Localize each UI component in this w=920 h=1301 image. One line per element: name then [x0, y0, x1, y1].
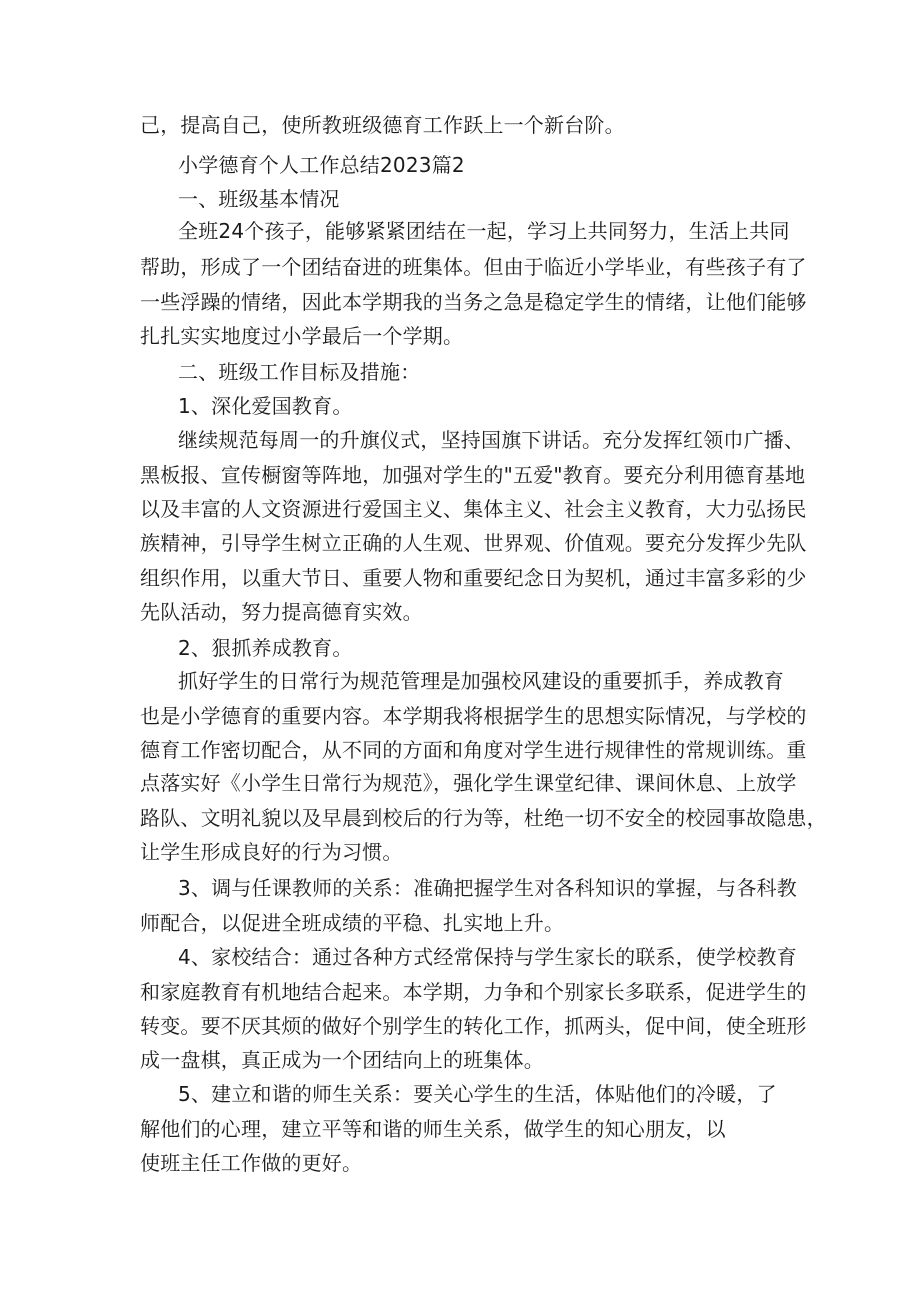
paragraph-line: 5、建立和谐的师生关系：要关心学生的生活，体贴他们的冷暖，了: [178, 1082, 777, 1106]
paragraph-line: 帮助，形成了一个团结奋进的班集体。但由于临近小学毕业，有些孩子有了: [140, 255, 807, 279]
paragraph-line: 点落实好《小学生日常行为规范》，强化学生课堂纪律、课间休息、上放学: [140, 771, 797, 795]
paragraph-line: 先队活动，努力提高德育实效。: [140, 600, 423, 624]
paragraph-line: 黑板报、宣传橱窗等阵地，加强对学生的"五爱"教育。要充分利用德育基地: [140, 463, 806, 487]
paragraph-line: 抓好学生的日常行为规范管理是加强校风建设的重要抓手，养成教育: [178, 669, 784, 693]
section-title: 小学德育个人工作总结2023篇2: [178, 153, 465, 177]
subheading-habit-education: 2、狠抓养成教育。: [178, 636, 353, 660]
paragraph-line: 全班24个孩子，能够紧紧团结在一起，学习上共同努力，生活上共同: [178, 219, 790, 243]
paragraph-line: 以及丰富的人文资源进行爱国主义、集体主义、社会主义教育，大力弘扬民: [140, 497, 807, 521]
paragraph-line: 转变。要不厌其烦的做好个别学生的转化工作，抓两头，促中间，使全班形: [140, 1014, 807, 1038]
paragraph-line: 族精神，引导学生树立正确的人生观、世界观、价值观。要充分发挥少先队: [140, 531, 807, 555]
paragraph-line: 己，提高自己，使所教班级德育工作跃上一个新台阶。: [140, 113, 625, 137]
paragraph-line: 让学生形成良好的行为习惯。: [140, 840, 403, 864]
paragraph-line: 德育工作密切配合，从不同的方面和角度对学生进行规律性的常规训练。重: [140, 738, 807, 762]
subheading-patriotic-education: 1、深化爱国教育。: [178, 394, 353, 418]
paragraph-line: 师配合，以促进全班成绩的平稳、扎实地上升。: [140, 911, 565, 935]
paragraph-line: 3、调与任课教师的关系：准确把握学生对各科知识的掌握，与各科教: [178, 876, 797, 900]
paragraph-line: 成一盘棋，真正成为一个团结向上的班集体。: [140, 1048, 544, 1072]
paragraph-line: 扎扎实实地度过小学最后一个学期。: [140, 324, 464, 348]
paragraph-line: 使班主任工作做的更好。: [140, 1151, 363, 1175]
paragraph-line: 解他们的心理，建立平等和谐的师生关系，做学生的知心朋友，以: [140, 1117, 726, 1141]
paragraph-line: 也是小学德育的重要内容。本学期我将根据学生的思想实际情况，与学校的: [140, 704, 807, 728]
paragraph-line: 组织作用，以重大节日、重要人物和重要纪念日为契机，通过丰富多彩的少: [140, 566, 807, 590]
heading-class-overview: 一、班级基本情况: [178, 187, 340, 211]
heading-goals-measures: 二、班级工作目标及措施：: [178, 360, 421, 384]
paragraph-line: 继续规范每周一的升旗仪式，坚持国旗下讲话。充分发挥红领巾广播、: [178, 428, 805, 452]
paragraph-line: 一些浮躁的情绪，因此本学期我的当务之急是稳定学生的情绪，让他们能够: [140, 290, 807, 314]
paragraph-line: 和家庭教育有机地结合起来。本学期，力争和个别家长多联系，促进学生的: [140, 980, 807, 1004]
paragraph-line: 路队、文明礼貌以及早晨到校后的行为等，杜绝一切不安全的校园事故隐患，: [140, 806, 827, 830]
paragraph-line: 4、家校结合：通过各种方式经常保持与学生家长的联系，使学校教育: [178, 945, 797, 969]
